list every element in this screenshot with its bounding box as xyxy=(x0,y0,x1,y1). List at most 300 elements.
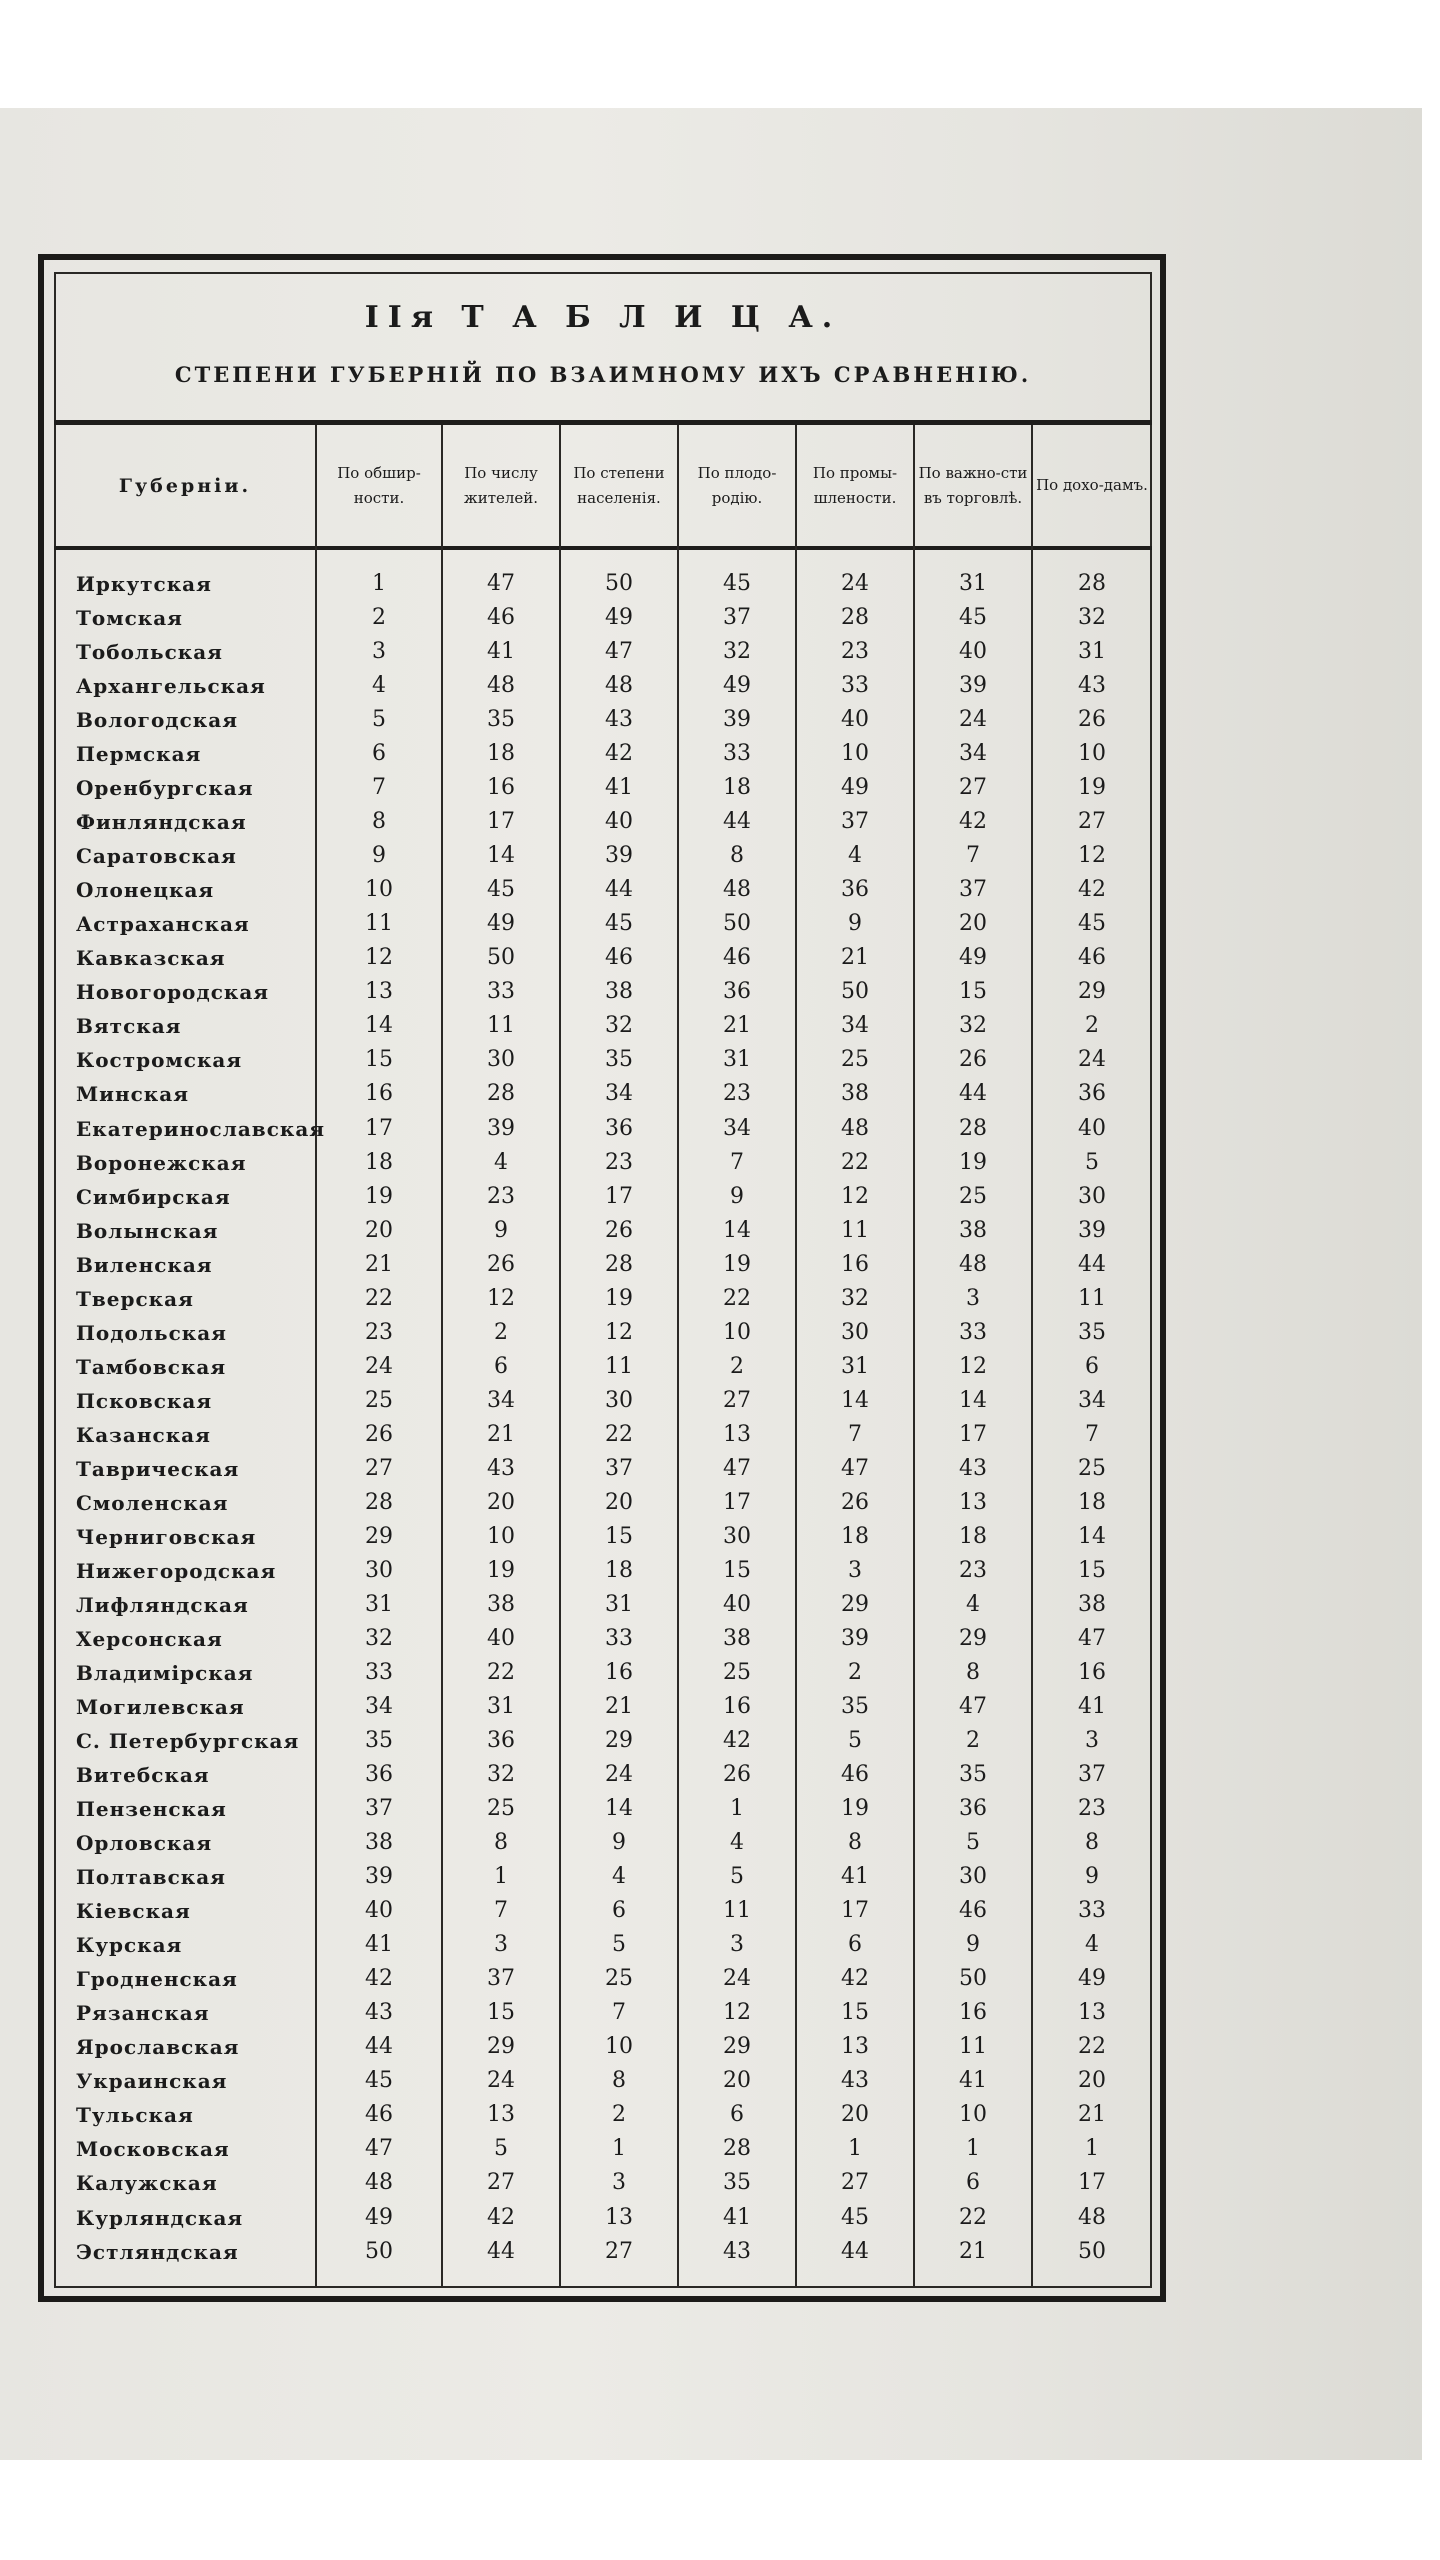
rank-cell: 44 xyxy=(1078,1251,1106,1277)
gubernia-name: Пермская xyxy=(76,742,202,767)
rank-cell: 3 xyxy=(494,1932,508,1958)
rank-cell: 7 xyxy=(1085,1421,1099,1447)
rank-cell: 25 xyxy=(365,1387,393,1413)
rank-cell: 14 xyxy=(723,1217,751,1243)
rank-cell: 38 xyxy=(605,979,633,1005)
rank-cell: 16 xyxy=(605,1660,633,1685)
rank-cell: 22 xyxy=(841,1149,869,1175)
rank-cell: 39 xyxy=(487,1115,515,1141)
rank-cell: 36 xyxy=(1078,1081,1106,1107)
rank-cell: 39 xyxy=(841,1625,869,1651)
rank-cell: 21 xyxy=(365,1251,393,1277)
rank-cell: 1 xyxy=(1085,2136,1099,2162)
rank-cell: 24 xyxy=(959,707,987,733)
table-row xyxy=(54,602,1152,634)
rank-cell: 21 xyxy=(841,945,869,971)
rank-cell: 13 xyxy=(723,1421,751,1447)
rank-cell: 3 xyxy=(612,2170,626,2196)
rank-cell: 24 xyxy=(365,1353,393,1379)
gubernia-name: Черниговская xyxy=(76,1524,257,1549)
rank-cell: 19 xyxy=(365,1183,393,1209)
header-population: По числу жителей. xyxy=(463,463,539,507)
rank-cell: 4 xyxy=(612,1864,626,1890)
rank-cell: 40 xyxy=(487,1625,515,1651)
rank-cell: 15 xyxy=(723,1557,751,1583)
rank-cell: 18 xyxy=(365,1149,393,1175)
gubernia-name: Финляндская xyxy=(76,810,247,835)
gubernia-name: Казанская xyxy=(76,1422,211,1447)
rank-cell: 34 xyxy=(959,741,987,767)
rank-cell: 37 xyxy=(841,809,869,835)
rank-cell: 43 xyxy=(841,2068,869,2094)
rank-cell: 18 xyxy=(605,1557,633,1583)
rank-cell: 17 xyxy=(1078,2170,1106,2196)
rank-cell: 30 xyxy=(605,1387,633,1413)
rank-cell: 4 xyxy=(494,1149,508,1175)
rank-cell: 38 xyxy=(723,1625,751,1651)
rank-cell: 16 xyxy=(723,1694,751,1720)
rank-cell: 13 xyxy=(959,1489,987,1515)
rank-cell: 1 xyxy=(730,1796,744,1822)
rank-cell: 37 xyxy=(723,605,751,631)
rank-cell: 20 xyxy=(365,1217,393,1243)
rank-cell: 25 xyxy=(487,1796,515,1822)
rank-cell: 46 xyxy=(723,945,751,971)
rank-cell: 27 xyxy=(487,2170,515,2196)
rank-cell: 3 xyxy=(372,639,386,665)
rank-cell: 27 xyxy=(365,1455,393,1481)
rank-cell: 29 xyxy=(841,1591,869,1617)
gubernia-name: Полтавская xyxy=(76,1865,226,1890)
rank-cell: 41 xyxy=(959,2068,987,2094)
rank-cell: 23 xyxy=(723,1081,751,1107)
rank-cell: 15 xyxy=(1078,1557,1106,1583)
rank-cell: 14 xyxy=(487,843,515,869)
rank-cell: 11 xyxy=(487,1013,515,1039)
table-row xyxy=(54,1487,1152,1519)
rank-cell: 41 xyxy=(1078,1694,1106,1720)
rank-cell: 27 xyxy=(723,1387,751,1413)
gubernia-name: Вологодская xyxy=(76,708,238,733)
rank-cell: 49 xyxy=(365,2204,393,2230)
rank-cell: 20 xyxy=(841,2102,869,2128)
table-row xyxy=(54,874,1152,906)
rank-cell: 6 xyxy=(494,1353,508,1379)
table-body xyxy=(54,568,1152,2268)
rank-cell: 50 xyxy=(487,945,515,971)
rank-cell: 50 xyxy=(1078,2238,1106,2264)
rank-cell: 38 xyxy=(365,1830,393,1856)
rank-cell: 6 xyxy=(966,2170,980,2196)
rank-cell: 14 xyxy=(1078,1523,1106,1549)
table-row xyxy=(54,840,1152,872)
rank-cell: 22 xyxy=(1078,2034,1106,2060)
rank-cell: 33 xyxy=(365,1660,393,1685)
gubernia-name: Кавказская xyxy=(76,946,226,971)
gubernia-name: Воронежская xyxy=(76,1150,247,1175)
rank-cell: 44 xyxy=(723,809,751,835)
page-subtitle: СТЕПЕНИ ГУБЕРНІЙ ПО ВЗАИМНОМУ ИХЪ СРАВНЕНІЮ. xyxy=(174,362,1032,387)
rank-cell: 18 xyxy=(1078,1489,1106,1515)
rank-cell: 17 xyxy=(723,1489,751,1515)
table-row xyxy=(54,1861,1152,1893)
rank-cell: 3 xyxy=(1085,1728,1099,1754)
rank-cell: 49 xyxy=(1078,1966,1106,1992)
rank-cell: 32 xyxy=(1078,605,1106,631)
rank-cell: 37 xyxy=(605,1455,633,1481)
gubernia-name: Астраханская xyxy=(76,912,250,937)
gubernia-name: Нижегородская xyxy=(76,1558,277,1583)
rank-cell: 2 xyxy=(1085,1013,1099,1039)
rank-cell: 3 xyxy=(966,1285,980,1311)
rank-cell: 10 xyxy=(723,1319,751,1345)
rank-cell: 26 xyxy=(605,1217,633,1243)
rank-cell: 33 xyxy=(723,741,751,767)
rank-cell: 35 xyxy=(841,1694,869,1720)
gubernia-name: Волынская xyxy=(76,1218,219,1243)
table-row xyxy=(54,772,1152,804)
rank-cell: 4 xyxy=(372,673,386,699)
rank-cell: 33 xyxy=(959,1319,987,1345)
table-row xyxy=(54,670,1152,702)
gubernia-name: Эстляндская xyxy=(76,2239,239,2264)
rank-cell: 10 xyxy=(365,877,393,903)
rank-cell: 14 xyxy=(959,1387,987,1413)
rank-cell: 22 xyxy=(487,1660,515,1685)
rank-cell: 45 xyxy=(841,2204,869,2230)
rank-cell: 9 xyxy=(372,843,386,869)
rank-cell: 24 xyxy=(605,1762,633,1788)
rank-cell: 5 xyxy=(372,707,386,733)
rank-cell: 34 xyxy=(1078,1387,1106,1413)
rank-cell: 40 xyxy=(1078,1115,1106,1141)
rank-cell: 42 xyxy=(1078,877,1106,903)
rank-cell: 9 xyxy=(494,1217,508,1243)
rank-cell: 32 xyxy=(723,639,751,665)
gubernia-name: Оренбургская xyxy=(76,776,254,801)
table-row xyxy=(54,1385,1152,1417)
rank-cell: 33 xyxy=(605,1625,633,1651)
rank-cell: 24 xyxy=(723,1966,751,1992)
rank-cell: 2 xyxy=(494,1319,508,1345)
rank-cell: 3 xyxy=(848,1557,862,1583)
rank-cell: 24 xyxy=(487,2068,515,2094)
rank-cell: 43 xyxy=(487,1455,515,1481)
rank-cell: 1 xyxy=(494,1864,508,1890)
rank-cell: 29 xyxy=(605,1728,633,1754)
gubernia-name: Смоленская xyxy=(76,1490,229,1515)
rank-cell: 38 xyxy=(1078,1591,1106,1617)
gubernia-name: Владимірская xyxy=(76,1661,254,1685)
rank-cell: 42 xyxy=(959,809,987,835)
rank-cell: 19 xyxy=(487,1557,515,1583)
rank-cell: 7 xyxy=(612,2000,626,2026)
rank-cell: 25 xyxy=(723,1660,751,1685)
rank-cell: 4 xyxy=(966,1591,980,1617)
rank-cell: 41 xyxy=(723,2204,751,2230)
rank-cell: 22 xyxy=(959,2204,987,2230)
rank-cell: 5 xyxy=(848,1728,862,1754)
rank-cell: 8 xyxy=(372,809,386,835)
rank-cell: 45 xyxy=(605,911,633,937)
rank-cell: 33 xyxy=(487,979,515,1005)
rank-cell: 4 xyxy=(1085,1932,1099,1958)
rank-cell: 11 xyxy=(605,1353,633,1379)
table-row xyxy=(54,1044,1152,1076)
rank-cell: 8 xyxy=(848,1830,862,1856)
gubernia-name: Гродненская xyxy=(76,1967,238,1992)
rank-cell: 7 xyxy=(966,843,980,869)
rank-cell: 23 xyxy=(841,639,869,665)
rank-cell: 18 xyxy=(959,1523,987,1549)
rank-cell: 46 xyxy=(841,1762,869,1788)
rank-cell: 28 xyxy=(605,1251,633,1277)
rank-cell: 16 xyxy=(365,1081,393,1107)
rank-cell: 38 xyxy=(487,1591,515,1617)
rank-cell: 23 xyxy=(365,1319,393,1345)
table-row xyxy=(54,1963,1152,1995)
rank-cell: 47 xyxy=(487,571,515,596)
table-row xyxy=(54,1759,1152,1791)
rank-cell: 46 xyxy=(959,1898,987,1924)
table-row xyxy=(54,1929,1152,1961)
rank-cell: 47 xyxy=(605,639,633,665)
rank-cell: 50 xyxy=(365,2238,393,2264)
page-title: IIя Т А Б Л И Ц А. xyxy=(364,300,842,335)
rank-cell: 47 xyxy=(723,1455,751,1481)
table-row xyxy=(54,2099,1152,2131)
rank-cell: 18 xyxy=(487,741,515,767)
rank-cell: 34 xyxy=(487,1387,515,1413)
rank-cell: 3 xyxy=(730,1932,744,1958)
rank-cell: 20 xyxy=(487,1489,515,1515)
gubernia-name: Курляндская xyxy=(76,2205,244,2230)
gubernia-name: Олонецкая xyxy=(76,878,215,903)
rank-cell: 24 xyxy=(841,571,869,596)
rank-cell: 27 xyxy=(605,2238,633,2264)
table-row xyxy=(54,1351,1152,1383)
rank-cell: 39 xyxy=(365,1864,393,1890)
rank-cell: 28 xyxy=(487,1081,515,1107)
table-row xyxy=(54,1521,1152,1553)
rank-cell: 23 xyxy=(959,1557,987,1583)
header-density: По степени населенія. xyxy=(573,463,665,507)
rank-cell: 1 xyxy=(372,571,386,596)
rank-cell: 2 xyxy=(372,605,386,631)
rank-cell: 40 xyxy=(605,809,633,835)
rank-cell: 48 xyxy=(487,673,515,699)
rank-cell: 43 xyxy=(959,1455,987,1481)
rank-cell: 23 xyxy=(487,1183,515,1209)
rank-cell: 38 xyxy=(841,1081,869,1107)
rank-cell: 9 xyxy=(1085,1864,1099,1890)
gubernia-name: Екатеринославская xyxy=(76,1116,326,1141)
rank-cell: 35 xyxy=(487,707,515,733)
rank-cell: 17 xyxy=(841,1898,869,1924)
rank-cell: 43 xyxy=(365,2000,393,2026)
rank-cell: 16 xyxy=(959,2000,987,2026)
rank-cell: 16 xyxy=(487,775,515,801)
rank-cell: 30 xyxy=(365,1557,393,1583)
rank-cell: 13 xyxy=(365,979,393,1005)
rank-cell: 46 xyxy=(365,2102,393,2128)
rank-cell: 35 xyxy=(365,1728,393,1754)
rank-cell: 30 xyxy=(1078,1183,1106,1209)
rank-cell: 26 xyxy=(487,1251,515,1277)
rank-cell: 23 xyxy=(605,1149,633,1175)
rank-cell: 43 xyxy=(723,2238,751,2264)
rank-cell: 37 xyxy=(959,877,987,903)
rank-cell: 8 xyxy=(612,2068,626,2094)
rank-cell: 31 xyxy=(605,1591,633,1617)
rank-cell: 17 xyxy=(487,809,515,835)
rank-cell: 21 xyxy=(605,1694,633,1720)
rank-cell: 40 xyxy=(365,1898,393,1924)
rank-cell: 48 xyxy=(365,2170,393,2196)
rank-cell: 34 xyxy=(365,1694,393,1720)
rank-cell: 15 xyxy=(365,1047,393,1073)
gubernia-name: Тобольская xyxy=(76,640,223,665)
table-row xyxy=(54,1181,1152,1213)
rank-cell: 47 xyxy=(841,1455,869,1481)
rank-cell: 36 xyxy=(365,1762,393,1788)
rank-cell: 8 xyxy=(966,1660,980,1685)
rank-cell: 20 xyxy=(1078,2068,1106,2094)
rank-cell: 29 xyxy=(959,1625,987,1651)
rank-cell: 10 xyxy=(605,2034,633,2060)
table-row xyxy=(54,1555,1152,1587)
rank-cell: 31 xyxy=(723,1047,751,1073)
rank-cell: 11 xyxy=(365,911,393,937)
rank-cell: 28 xyxy=(1078,571,1106,596)
rank-cell: 44 xyxy=(487,2238,515,2264)
rank-cell: 34 xyxy=(605,1081,633,1107)
rank-cell: 10 xyxy=(487,1523,515,1549)
rank-cell: 15 xyxy=(605,1523,633,1549)
rank-cell: 13 xyxy=(487,2102,515,2128)
rank-cell: 26 xyxy=(841,1489,869,1515)
rank-cell: 31 xyxy=(841,1353,869,1379)
rank-cell: 32 xyxy=(959,1013,987,1039)
rank-cell: 49 xyxy=(841,775,869,801)
rank-cell: 37 xyxy=(365,1796,393,1822)
header-bottom-rule xyxy=(54,546,1152,550)
rank-cell: 17 xyxy=(959,1421,987,1447)
table-row xyxy=(54,1419,1152,1451)
rank-cell: 9 xyxy=(848,911,862,937)
header-area: По обшир-ности. xyxy=(337,463,421,507)
rank-cell: 45 xyxy=(959,605,987,631)
rank-cell: 2 xyxy=(612,2102,626,2128)
rank-cell: 7 xyxy=(494,1898,508,1924)
rank-cell: 10 xyxy=(1078,741,1106,767)
rank-cell: 40 xyxy=(959,639,987,665)
rank-cell: 16 xyxy=(841,1251,869,1277)
rank-cell: 9 xyxy=(730,1183,744,1209)
rank-cell: 23 xyxy=(1078,1796,1106,1822)
table-row xyxy=(54,568,1152,600)
table-row xyxy=(54,1317,1152,1349)
rank-cell: 14 xyxy=(605,1796,633,1822)
header-revenue: По дохо-дамъ. xyxy=(1036,476,1148,495)
rank-cell: 28 xyxy=(959,1115,987,1141)
gubernia-name: Калужская xyxy=(76,2171,218,2196)
rank-cell: 44 xyxy=(365,2034,393,2060)
gubernia-name: Томская xyxy=(76,606,183,631)
rank-cell: 20 xyxy=(605,1489,633,1515)
rank-cell: 49 xyxy=(959,945,987,971)
gubernia-name: Могилевская xyxy=(76,1695,245,1720)
rank-cell: 5 xyxy=(612,1932,626,1958)
rank-cell: 6 xyxy=(372,741,386,767)
gubernia-name: Псковская xyxy=(76,1388,213,1413)
rank-cell: 32 xyxy=(365,1625,393,1651)
rank-cell: 43 xyxy=(605,707,633,733)
rank-cell: 19 xyxy=(959,1149,987,1175)
rank-cell: 1 xyxy=(966,2136,980,2162)
rank-cell: 5 xyxy=(730,1864,744,1890)
rank-cell: 36 xyxy=(487,1728,515,1754)
rank-cell: 9 xyxy=(966,1932,980,1958)
rank-cell: 16 xyxy=(1078,1660,1106,1685)
table-row xyxy=(54,2202,1152,2234)
rank-cell: 7 xyxy=(848,1421,862,1447)
gubernia-name: Костромская xyxy=(76,1048,243,1073)
gubernia-name: С. Петербургская xyxy=(76,1729,300,1754)
rank-cell: 11 xyxy=(723,1898,751,1924)
rank-cell: 40 xyxy=(841,707,869,733)
rank-cell: 42 xyxy=(723,1728,751,1754)
rank-cell: 39 xyxy=(959,673,987,699)
gubernia-name: Виленская xyxy=(76,1252,213,1277)
rank-cell: 36 xyxy=(605,1115,633,1141)
header-gubernia: Губерніи. xyxy=(118,474,252,497)
rank-cell: 39 xyxy=(1078,1217,1106,1243)
gubernia-name: Витебская xyxy=(76,1763,210,1788)
rank-cell: 1 xyxy=(848,2136,862,2162)
rank-cell: 6 xyxy=(848,1932,862,1958)
rank-cell: 15 xyxy=(959,979,987,1005)
rank-cell: 22 xyxy=(723,1285,751,1311)
rank-cell: 33 xyxy=(1078,1898,1106,1924)
header-fertility: По плодо-родію. xyxy=(697,463,777,507)
rank-cell: 19 xyxy=(841,1796,869,1822)
rank-cell: 32 xyxy=(487,1762,515,1788)
gubernia-name: Подольская xyxy=(76,1320,227,1345)
table-row xyxy=(54,908,1152,940)
rank-cell: 31 xyxy=(959,571,987,596)
rank-cell: 35 xyxy=(1078,1319,1106,1345)
rank-cell: 5 xyxy=(1085,1149,1099,1175)
gubernia-name: Минская xyxy=(76,1082,189,1107)
rank-cell: 42 xyxy=(841,1966,869,1992)
rank-cell: 21 xyxy=(959,2238,987,2264)
rank-cell: 25 xyxy=(605,1966,633,1992)
gubernia-name: Симбирская xyxy=(76,1184,231,1209)
gubernia-name: Пензенская xyxy=(76,1797,227,1822)
rank-cell: 42 xyxy=(605,741,633,767)
rank-cell: 1 xyxy=(612,2136,626,2162)
rank-cell: 50 xyxy=(605,571,633,596)
rank-cell: 34 xyxy=(841,1013,869,1039)
table-row xyxy=(54,1793,1152,1825)
gubernia-name: Тамбовская xyxy=(76,1354,227,1379)
rank-cell: 35 xyxy=(605,1047,633,1073)
rank-cell: 9 xyxy=(612,1830,626,1856)
table-row xyxy=(54,1623,1152,1655)
rank-cell: 45 xyxy=(1078,911,1106,937)
rank-cell: 17 xyxy=(605,1183,633,1209)
